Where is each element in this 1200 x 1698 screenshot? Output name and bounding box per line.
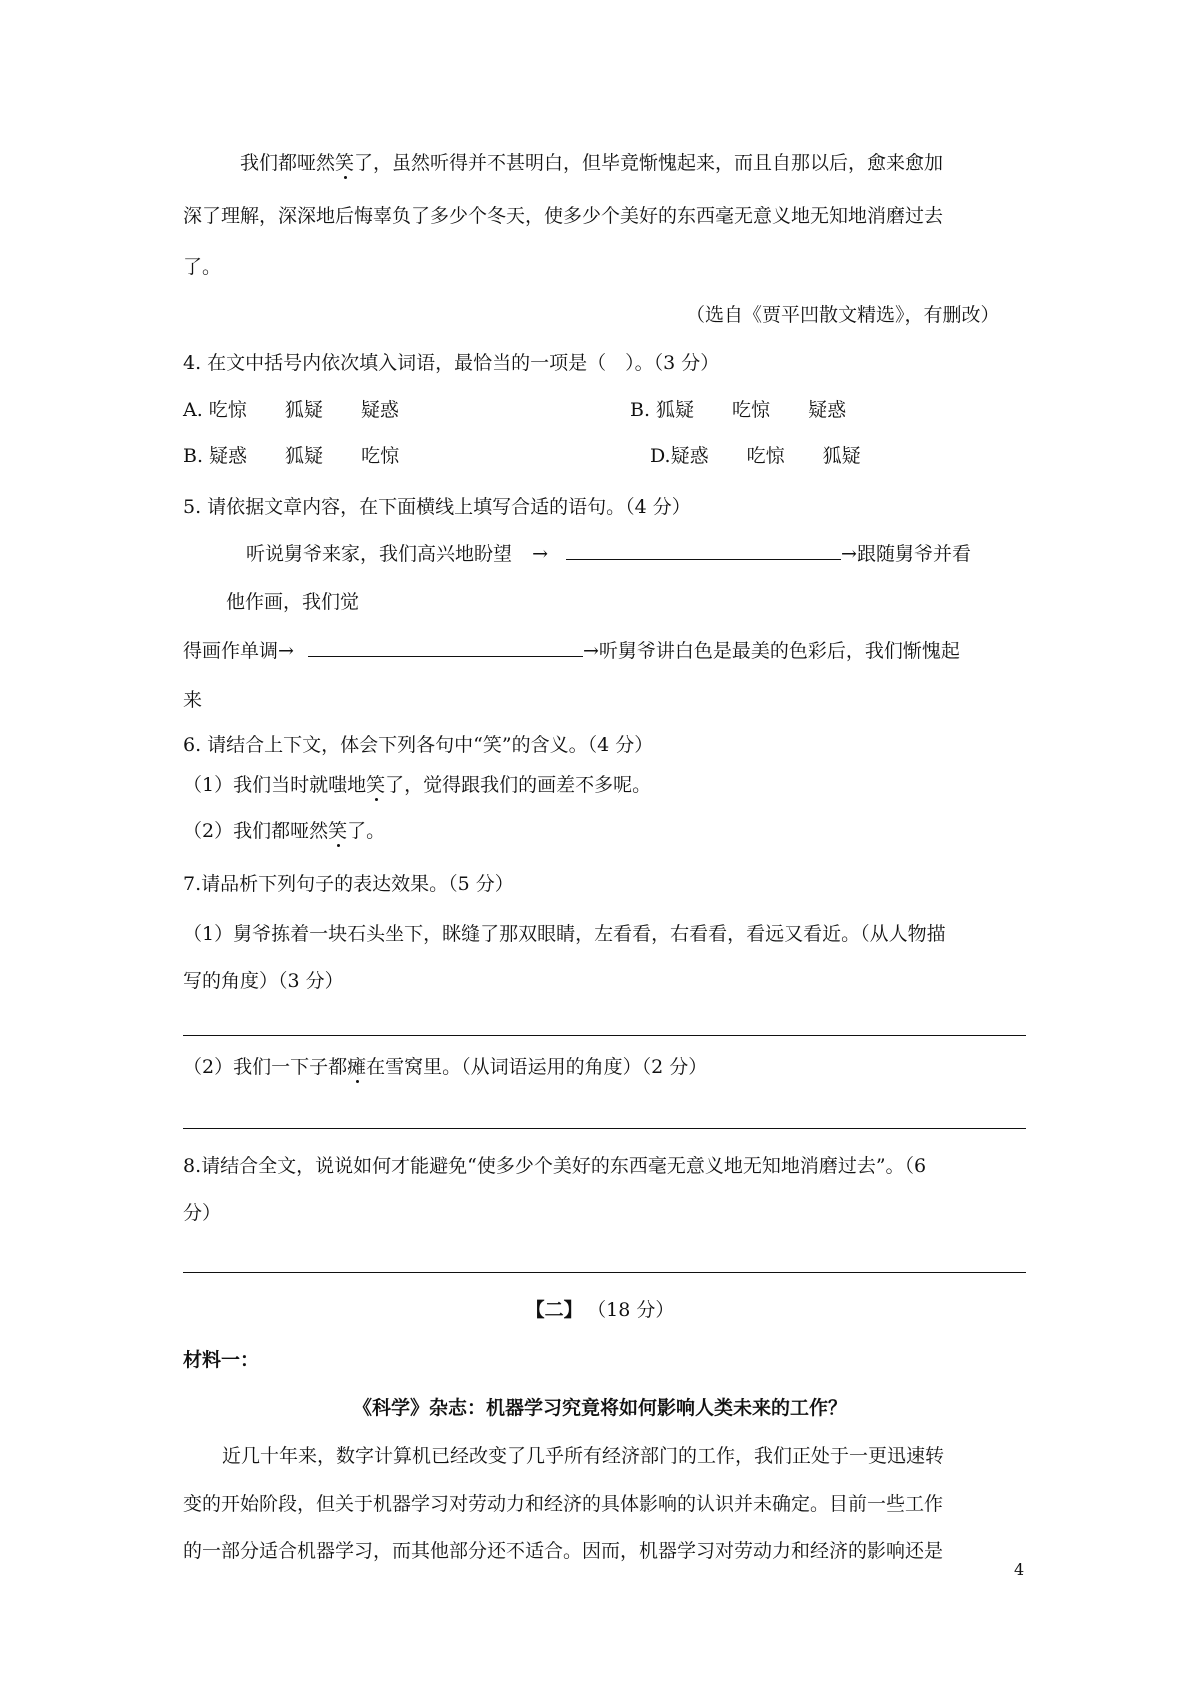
option-word: 吃惊	[361, 445, 400, 467]
q6-sentence-2	[183, 818, 385, 844]
passage-text: 了，虽然听得并不甚明白，但毕竟惭愧起来，而且自那以后，愈来愈加	[354, 152, 944, 174]
q7-sentence-2	[183, 1054, 707, 1080]
q6-text: 了，觉得跟我们的画差不多呢。	[385, 774, 652, 796]
option-word: 狐疑	[285, 445, 324, 467]
option-word: 吃惊	[732, 399, 771, 421]
q6-text: 了。	[347, 820, 386, 842]
article-title: 《科学》杂志：机器学习究竟将如何影响人类未来的工作？	[352, 1397, 847, 1419]
q5-line-1	[246, 541, 971, 567]
q5-line-2: 他作画，我们觉	[226, 591, 360, 613]
dotted-char: 瘫	[347, 1056, 367, 1078]
question-6-stem: 6. 请结合上下文，体会下列各句中“笑”的含义。（4 分）	[183, 734, 654, 756]
passage-line-2: 深了理解，深深地后悔辜负了多少个冬天，使多少个美好的东西毫无意义地无知地消磨过去	[183, 205, 944, 227]
page-number: 4	[1014, 1560, 1025, 1579]
option-a	[183, 397, 399, 423]
q6-text: （1）我们当时就嗤地	[183, 774, 367, 796]
answer-line-1[interactable]	[183, 1035, 1026, 1036]
source-citation: （选自《贾平凹散文精选》，有删改）	[686, 304, 1000, 326]
arrow-icon: →	[532, 543, 548, 565]
option-word: 狐疑	[284, 399, 323, 421]
section-number: 【二】	[525, 1299, 583, 1321]
answer-line-2[interactable]	[183, 1128, 1026, 1129]
option-word: B. 狐疑	[630, 399, 695, 421]
q7-text: 在雪窝里。（从词语运用的角度）（2 分）	[366, 1056, 708, 1078]
passage-line-3: 了。	[183, 256, 222, 278]
option-d	[650, 443, 861, 469]
passage-text: 我们都哑然	[240, 152, 336, 174]
option-word: A. 吃惊	[183, 399, 247, 421]
passage-line-1	[240, 150, 943, 176]
question-4-stem: 4. 在文中括号内依次填入词语，最恰当的一项是（ ）。（3 分）	[183, 352, 720, 374]
question-7-stem: 7.请品析下列句子的表达效果。（5 分）	[183, 873, 514, 895]
option-word: 狐疑	[822, 445, 861, 467]
q7-text: （2）我们一下子都	[183, 1056, 348, 1078]
question-8-line-1: 8.请结合全文，说说如何才能避免“使多少个美好的东西毫无意义地无知地消磨过去”。（6	[183, 1155, 927, 1177]
dotted-char: 笑	[335, 152, 355, 174]
question-5-stem: 5. 请依据文章内容，在下面横线上填写合适的语句。（4 分）	[183, 496, 691, 518]
option-b	[630, 397, 846, 423]
option-c	[183, 443, 399, 469]
answer-blank-2[interactable]	[308, 638, 583, 657]
section-score: （18 分）	[596, 1299, 675, 1321]
q7-sentence-1-line-1: （1）舅爷拣着一块石头坐下，眯缝了那双眼睛，左看看，右看看，看远又看近。（从人物描	[183, 923, 946, 945]
q5-text: 听说舅爷来家，我们高兴地盼望	[246, 543, 513, 565]
q5-line-4: 来	[183, 689, 203, 711]
q5-line-3	[183, 638, 960, 664]
answer-blank-1[interactable]	[566, 541, 841, 560]
q6-sentence-1	[183, 772, 651, 798]
dotted-char: 笑	[328, 820, 348, 842]
article-line-3: 的一部分适合机器学习，而其他部分还不适合。因而，机器学习对劳动力和经济的影响还是	[183, 1540, 944, 1562]
q6-text: （2）我们都哑然	[183, 820, 329, 842]
option-word: D.疑惑	[650, 445, 709, 467]
section-heading	[0, 1297, 1200, 1323]
q5-text: 得画作单调→	[183, 640, 294, 662]
material-label: 材料一：	[183, 1349, 260, 1371]
article-line-1: 近几十年来，数字计算机已经改变了几乎所有经济部门的工作，我们正处于一更迅速转	[222, 1445, 945, 1467]
question-8-line-2: 分）	[183, 1202, 222, 1224]
q5-text: →听舅爷讲白色是最美的色彩后，我们惭愧起	[582, 640, 960, 662]
option-word: 疑惑	[808, 399, 847, 421]
q5-text: →跟随舅爷并看	[841, 543, 971, 565]
answer-line-3[interactable]	[183, 1272, 1026, 1273]
dotted-char: 笑	[366, 774, 386, 796]
article-line-2: 变的开始阶段，但关于机器学习对劳动力和经济的具体影响的认识并未确定。目前一些工作	[183, 1493, 944, 1515]
q7-sentence-1-line-2: 写的角度）（3 分）	[183, 970, 344, 992]
option-word: B. 疑惑	[183, 445, 248, 467]
option-word: 疑惑	[360, 399, 399, 421]
option-word: 吃惊	[746, 445, 785, 467]
